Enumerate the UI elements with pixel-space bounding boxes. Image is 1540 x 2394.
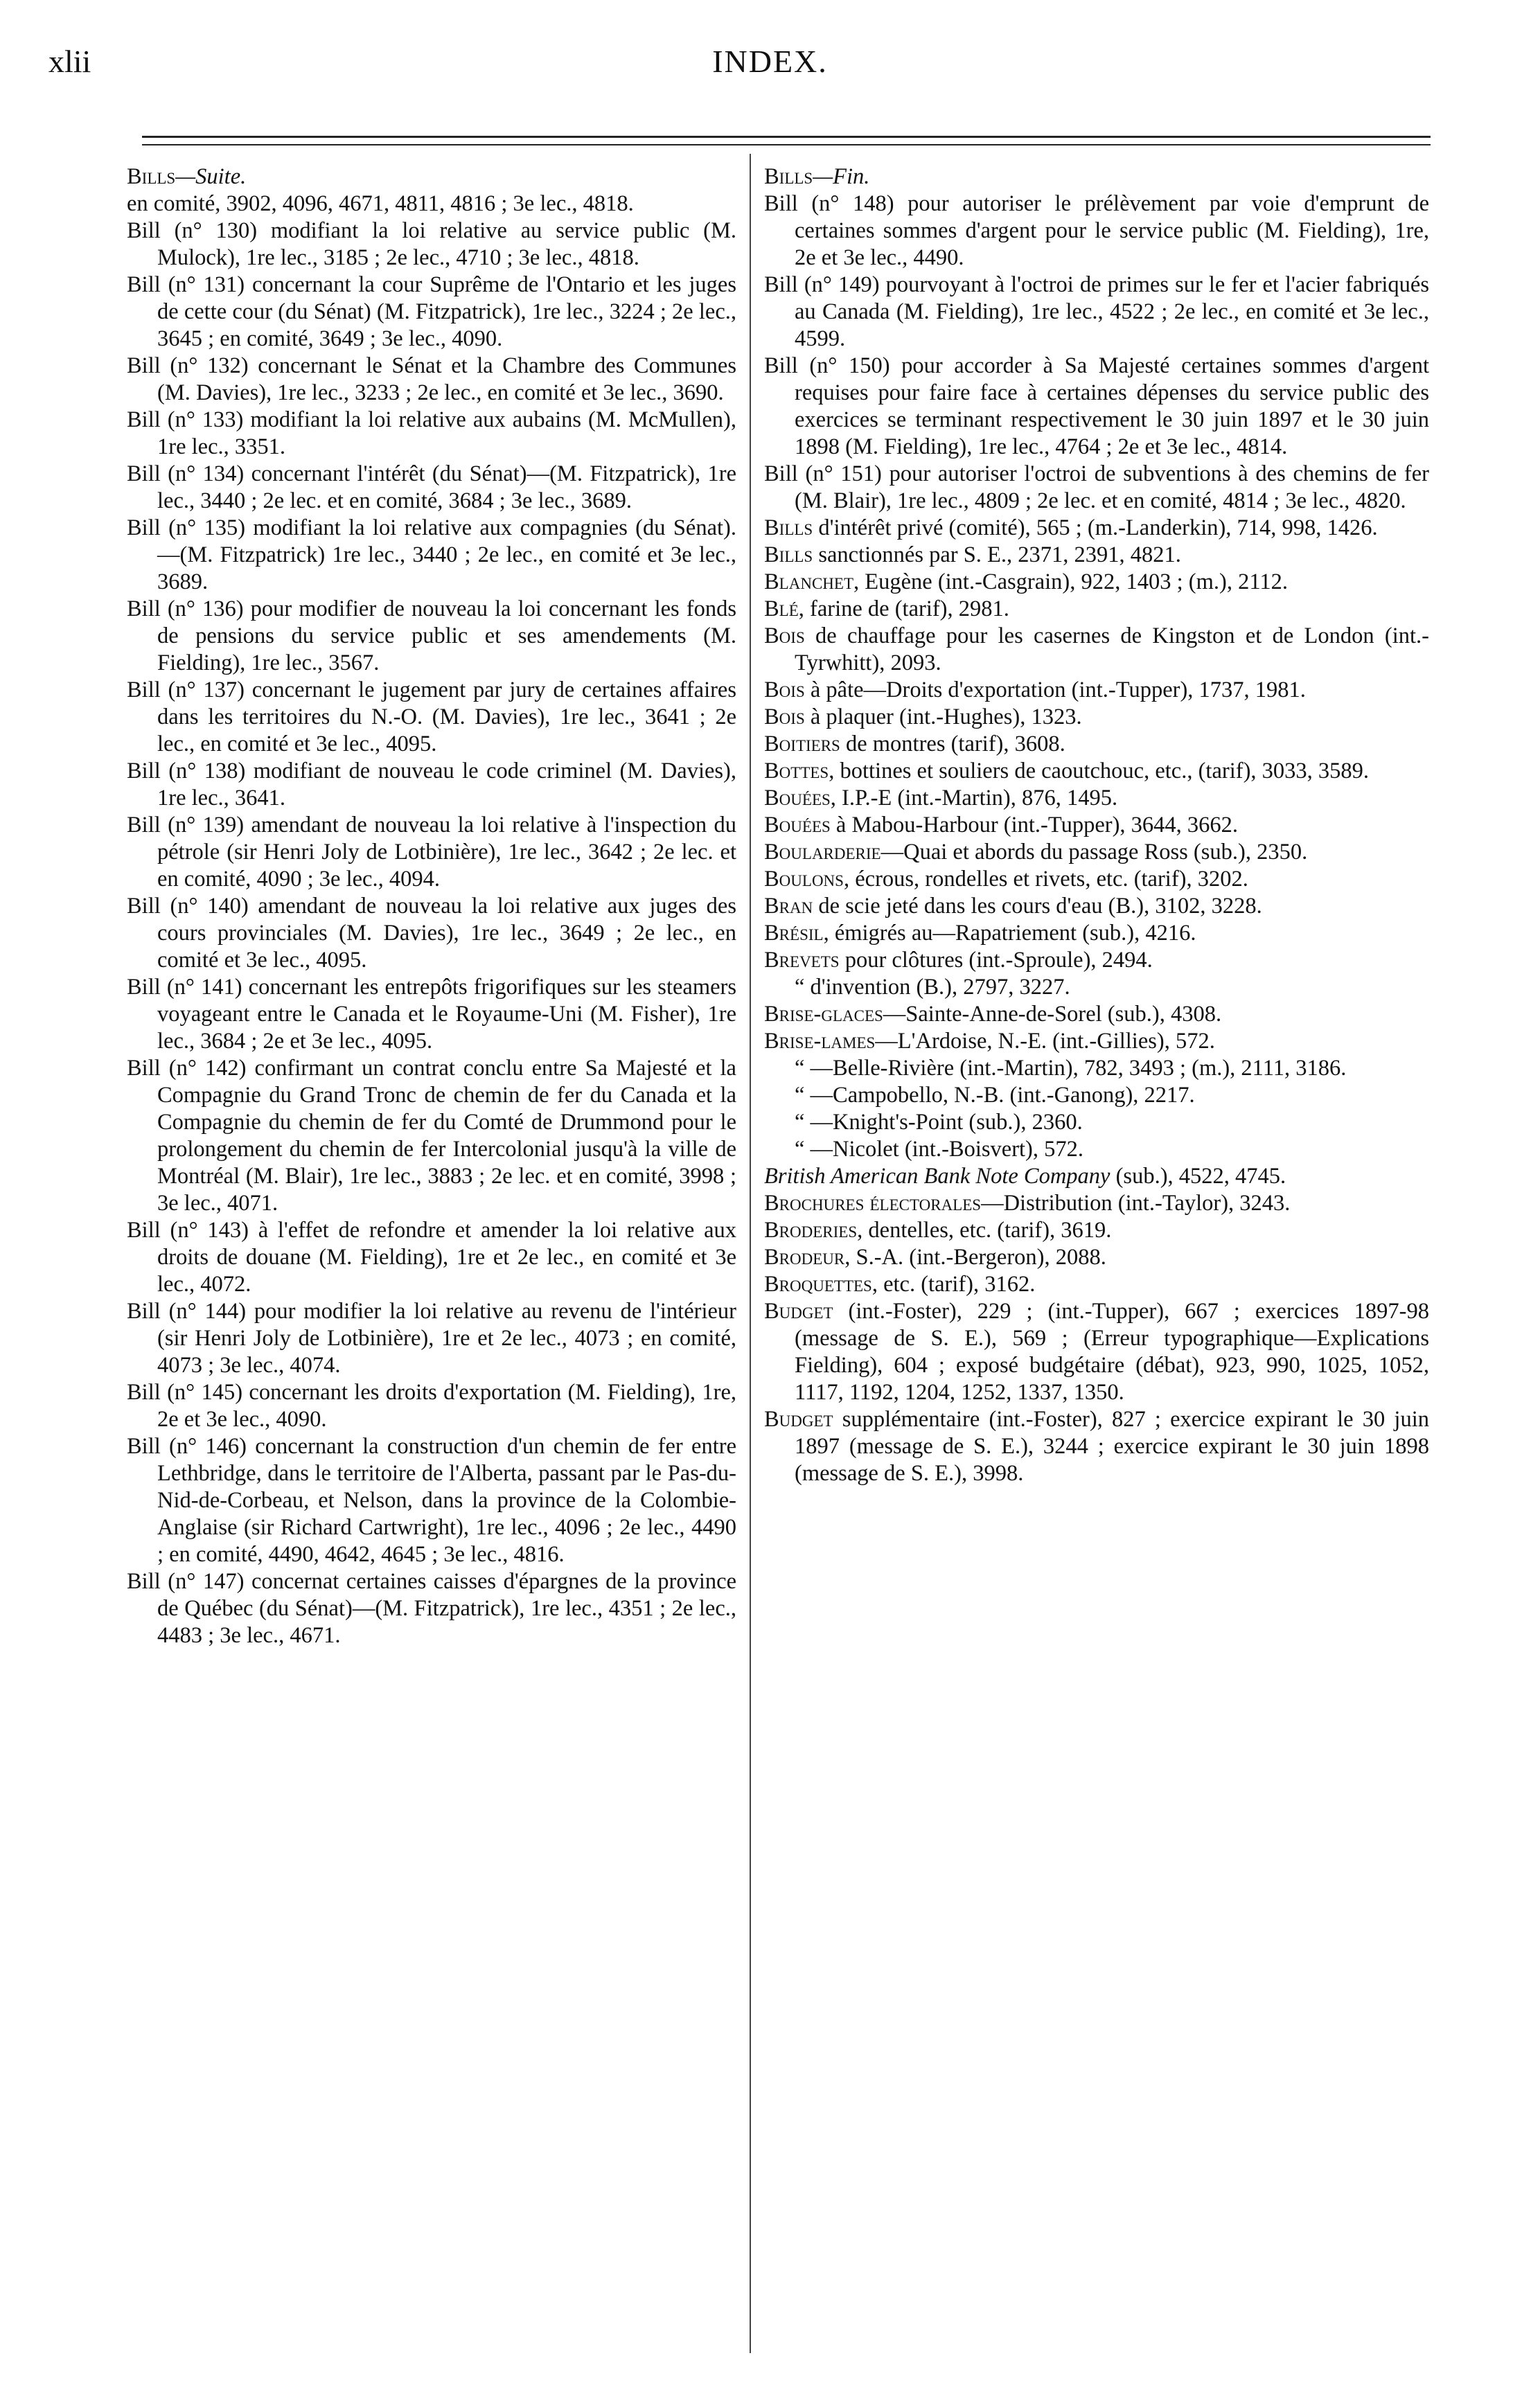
- column-heading: Bills—Fin.: [764, 164, 870, 189]
- index-text: —L'Ardoise, N.-E. (int.-Gillies), 572.: [875, 1029, 1215, 1054]
- index-entry: Bill (n° 150) pour accorder à Sa Majesté certaines sommes d'argent requises pour faire face à certaines dépenses du service public des exercices se terminant respectivement le 30 juin 1897 et le 30 juin 1898 (M. Fielding), 1re lec., 4764 ; 2e et 3e lec., 4814.: [764, 353, 1429, 459]
- index-entry: Bill (n° 147) concernat certaines caisses d'épargnes de la province de Québec (du Sénat)—(M. Fitzpatrick), 1re lec., 4351 ; 2e lec., 4483 ; 3e lec., 4671.: [127, 1569, 736, 1648]
- index-entry: Bill (n° 140) amendant de nouveau la loi relative aux juges des cours provinciales (M. Davies), 1re lec., 3649 ; 2e lec., en comité et 3e lec., 4095.: [127, 894, 736, 973]
- index-term: Brochures électorales: [764, 1191, 982, 1216]
- index-term: Bran: [764, 894, 813, 919]
- column-heading: Bills—Suite.: [127, 164, 247, 189]
- left-column: [127, 163, 736, 1649]
- index-entry: en comité, 3902, 4096, 4671, 4811, 4816 ; 3e lec., 4818.: [127, 191, 634, 216]
- index-entry: [764, 1136, 1429, 1163]
- index-term: Blanchet: [764, 569, 853, 594]
- index-entries-group: [764, 1190, 1429, 1487]
- index-term: Brodeur: [764, 1245, 845, 1270]
- index-entry: Bill (n° 145) concernant les droits d'exportation (M. Fielding), 1re, 2e et 3e lec., 4090.: [127, 1380, 736, 1432]
- column-divider: [750, 154, 751, 2353]
- index-entry: [764, 1082, 1429, 1109]
- index-term: Broderies: [764, 1218, 858, 1243]
- index-text: “ —Belle-Rivière (int.-Martin), 782, 3493 ; (m.), 2111, 3186.: [795, 1056, 1347, 1081]
- index-text: , écrous, rondelles et rivets, etc. (tarif), 3202.: [843, 867, 1248, 892]
- index-term: Brise-glaces: [764, 1002, 883, 1027]
- index-entry: [764, 785, 1429, 812]
- index-entry: Bill (n° 134) concernant l'intérêt (du Sénat)—(M. Fitzpatrick), 1re lec., 3440 ; 2e lec. et en comité, 3684 ; 3e lec., 3689.: [127, 461, 736, 513]
- right-column: [764, 163, 1429, 1487]
- index-entry: [764, 893, 1429, 920]
- index-entry: [764, 677, 1429, 704]
- index-entry: [764, 1271, 1429, 1298]
- index-text: “ —Knight's-Point (sub.), 2360.: [795, 1110, 1083, 1135]
- header-rule: [142, 136, 1431, 138]
- index-term: Broquettes: [764, 1272, 872, 1297]
- index-term: Bills: [764, 542, 813, 567]
- index-entry: [764, 596, 1429, 623]
- index-term: Brésil: [764, 921, 824, 946]
- index-entry: [764, 569, 1429, 596]
- index-text: à plaquer (int.-Hughes), 1323.: [804, 704, 1082, 729]
- index-text: —Quai et abords du passage Ross (sub.), 2350.: [880, 840, 1308, 864]
- index-term: Bouées: [764, 813, 831, 837]
- index-entry: Bill (n° 133) modifiant la loi relative aux aubains (M. McMullen), 1re lec., 3351.: [127, 407, 736, 459]
- index-text: “ d'invention (B.), 2797, 3227.: [795, 975, 1070, 1000]
- index-entry: [764, 758, 1429, 785]
- index-entry: Bill (n° 136) pour modifier de nouveau la loi concernant les fonds de pensions du service public et ses amendements (M. Fielding), 1re lec., 3567.: [127, 596, 736, 675]
- index-entry: Bill (n° 149) pourvoyant à l'octroi de primes sur le fer et l'acier fabriqués au Canada (M. Fielding), 1re lec., 4522 ; 2e lec., en comité et 3e lec., 4599.: [764, 272, 1429, 351]
- index-term: Blé: [764, 596, 799, 621]
- index-text: , bottines et souliers de caoutchouc, etc., (tarif), 3033, 3589.: [829, 759, 1370, 783]
- index-entry: Bill (n° 141) concernant les entrepôts frigorifiques sur les steamers voyageant entre le Canada et le Royaume-Uni (M. Fisher), 1re lec., 3684 ; 2e et 3e lec., 4095.: [127, 975, 736, 1054]
- index-entry: Bill (n° 144) pour modifier la loi relative au revenu de l'intérieur (sir Henri Joly de Lotbinière), 1re et 2e lec., 4073 ; en comité, 4073 ; 3e lec., 4074.: [127, 1299, 736, 1378]
- index-entry: [764, 1001, 1429, 1028]
- index-text: “ —Campobello, N.-B. (int.-Ganong), 2217.: [795, 1083, 1195, 1108]
- index-term: Bois: [764, 704, 805, 729]
- index-text: supplémentaire (int.-Foster), 827 ; exercice expirant le 30 juin 1897 (message de S. E.), 3244 ; exercice expirant le 30 juin 1898 (message de S. E.), 3998.: [795, 1407, 1429, 1486]
- index-entry: [764, 1406, 1429, 1487]
- index-text: à Mabou-Harbour (int.-Tupper), 3644, 3662.: [830, 813, 1239, 837]
- page-number: xlii: [48, 44, 91, 79]
- index-term: Bills: [764, 515, 813, 540]
- index-entry: Bill (n° 131) concernant la cour Suprême de l'Ontario et les juges de cette cour (du Sénat) (M. Fitzpatrick), 1re lec., 3224 ; 2e lec., 3645 ; en comité, 3649 ; 3e lec., 4090.: [127, 272, 736, 351]
- index-term: Budget: [764, 1407, 833, 1432]
- index-entry: [764, 731, 1429, 758]
- index-text: —Distribution (int.-Taylor), 3243.: [981, 1191, 1291, 1216]
- index-entry: Bill (n° 139) amendant de nouveau la loi relative à l'inspection du pétrole (sir Henri Joly de Lotbinière), 1re lec., 3642 ; 2e lec. et en comité, 4090 ; 3e lec., 4094.: [127, 813, 736, 892]
- index-text: —Sainte-Anne-de-Sorel (sub.), 4308.: [883, 1002, 1222, 1027]
- index-entry: Bill (n° 146) concernant la construction d'un chemin de fer entre Lethbridge, dans le territoire de l'Alberta, passant par le Pas-du-Nid-de-Corbeau, et Nelson, dans la province de la Colombie-Anglaise (sir Richard Cartwright), 1re lec., 4096 ; 2e lec., 4490 ; en comité, 4490, 4642, 4645 ; 3e lec., 4816.: [127, 1434, 736, 1567]
- index-term: Brevets: [764, 948, 840, 973]
- index-term: Brise-lames: [764, 1029, 876, 1054]
- index-text: d'intérêt privé (comité), 565 ; (m.-Landerkin), 714, 998, 1426.: [813, 515, 1378, 540]
- index-term: Boularderie: [764, 840, 881, 864]
- index-text: de montres (tarif), 3608.: [840, 732, 1065, 756]
- index-text: , émigrés au—Rapatriement (sub.), 4216.: [823, 921, 1196, 946]
- index-text: de scie jeté dans les cours d'eau (B.), 3102, 3228.: [813, 894, 1262, 919]
- index-entry: [764, 704, 1429, 731]
- index-entry: Bill (n° 135) modifiant la loi relative aux compagnies (du Sénat).—(M. Fitzpatrick) 1re lec., 3440 ; 2e lec., en comité et 3e lec., 3689.: [127, 515, 736, 594]
- index-text: sanctionnés par S. E., 2371, 2391, 4821.: [813, 542, 1181, 567]
- index-entry: [764, 515, 1429, 542]
- index-entry: [764, 1109, 1429, 1136]
- index-term: Bottes: [764, 759, 829, 783]
- index-entry: [764, 1217, 1429, 1244]
- index-text: , S.-A. (int.-Bergeron), 2088.: [844, 1245, 1106, 1270]
- index-term: Budget: [764, 1299, 833, 1324]
- index-text: de chauffage pour les casernes de Kingston et de London (int.-Tyrwhitt), 2093.: [795, 623, 1429, 675]
- index-entry: [764, 947, 1429, 974]
- index-text: , Eugène (int.-Casgrain), 922, 1403 ; (m.), 2112.: [853, 569, 1289, 594]
- index-entry: [764, 1298, 1429, 1406]
- index-term: Boulons: [764, 867, 844, 892]
- index-entry: Bill (n° 137) concernant le jugement par jury de certaines affaires dans les territoires du N.-O. (M. Davies), 1re lec., 3641 ; 2e lec., en comité et 3e lec., 4095.: [127, 677, 736, 756]
- index-term: Bois: [764, 623, 805, 648]
- index-text: à pâte—Droits d'exportation (int.-Tupper), 1737, 1981.: [804, 677, 1306, 702]
- index-term: Boitiers: [764, 732, 840, 756]
- index-text: , I.P.-E (int.-Martin), 876, 1495.: [830, 786, 1118, 810]
- index-entry: [764, 1244, 1429, 1271]
- index-entry: Bill (n° 142) confirmant un contrat conclu entre Sa Majesté et la Compagnie du Grand Tronc de chemin de fer du Canada et la Compagnie du chemin de fer du Comté de Drummond pour le prolongement du chemin de fer Intercolonial jusqu'à la ville de Montréal (M. Blair), 1re lec., 3883 ; 2e lec. et en comité, 3998 ; 3e lec., 4071.: [127, 1056, 736, 1216]
- index-text: , dentelles, etc. (tarif), 3619.: [857, 1218, 1112, 1243]
- index-entry: [764, 812, 1429, 839]
- index-entry: [764, 974, 1429, 1001]
- page-title: INDEX.: [712, 44, 828, 79]
- index-entry: Bill (n° 130) modifiant la loi relative au service public (M. Mulock), 1re lec., 3185 ; 2e lec., 4710 ; 3e lec., 4818.: [127, 218, 736, 270]
- index-entry: Bill (n° 132) concernant le Sénat et la Chambre des Communes (M. Davies), 1re lec., 3233 ; 2e lec., en comité et 3e lec., 3690.: [127, 353, 736, 405]
- index-entry: [764, 839, 1429, 866]
- index-entry: [764, 1055, 1429, 1082]
- index-text: , etc. (tarif), 3162.: [871, 1272, 1036, 1297]
- index-entry: [764, 866, 1429, 893]
- index-text: , farine de (tarif), 2981.: [798, 596, 1009, 621]
- header-rule-thin: [142, 144, 1431, 145]
- index-entry: [764, 623, 1429, 677]
- index-entry: Bill (n° 151) pour autoriser l'octroi de subventions à des chemins de fer (M. Blair), 1re lec., 4809 ; 2e lec. et en comité, 4814 ; 3e lec., 4820.: [764, 461, 1429, 513]
- index-entry: [764, 1190, 1429, 1217]
- index-entry: Bill (n° 148) pour autoriser le prélèvement par voie d'emprunt de certaines sommes d'argent pour le service public (M. Fielding), 1re, 2e et 3e lec., 4490.: [764, 191, 1429, 270]
- index-entry: British American Bank Note Company (sub.), 4522, 4745.: [764, 1164, 1286, 1189]
- index-entry: Bill (n° 143) à l'effet de refondre et amender la loi relative aux droits de douane (M. Fielding), 1re et 2e lec., en comité et 3e lec., 4072.: [127, 1218, 736, 1297]
- index-entry: [764, 1028, 1429, 1055]
- index-entry: [764, 920, 1429, 947]
- index-text: pour clôtures (int.-Sproule), 2494.: [839, 948, 1153, 973]
- index-text: “ —Nicolet (int.-Boisvert), 572.: [795, 1137, 1083, 1162]
- index-entries-group: [764, 515, 1429, 1163]
- index-entry: Bill (n° 138) modifiant de nouveau le code criminel (M. Davies), 1re lec., 3641.: [127, 759, 736, 810]
- index-entry: [764, 542, 1429, 569]
- index-text: (int.-Foster), 229 ; (int.-Tupper), 667 ; exercices 1897-98 (message de S. E.), 569 ; (Erreur typographique—Explications Fielding), 604 ; exposé budgétaire (débat), 923, 990, 1025, 1052, 1117, 1192, 1204, 1252, 1337, 1350.: [795, 1299, 1429, 1405]
- index-term: Bois: [764, 677, 805, 702]
- index-term: Bouées: [764, 786, 831, 810]
